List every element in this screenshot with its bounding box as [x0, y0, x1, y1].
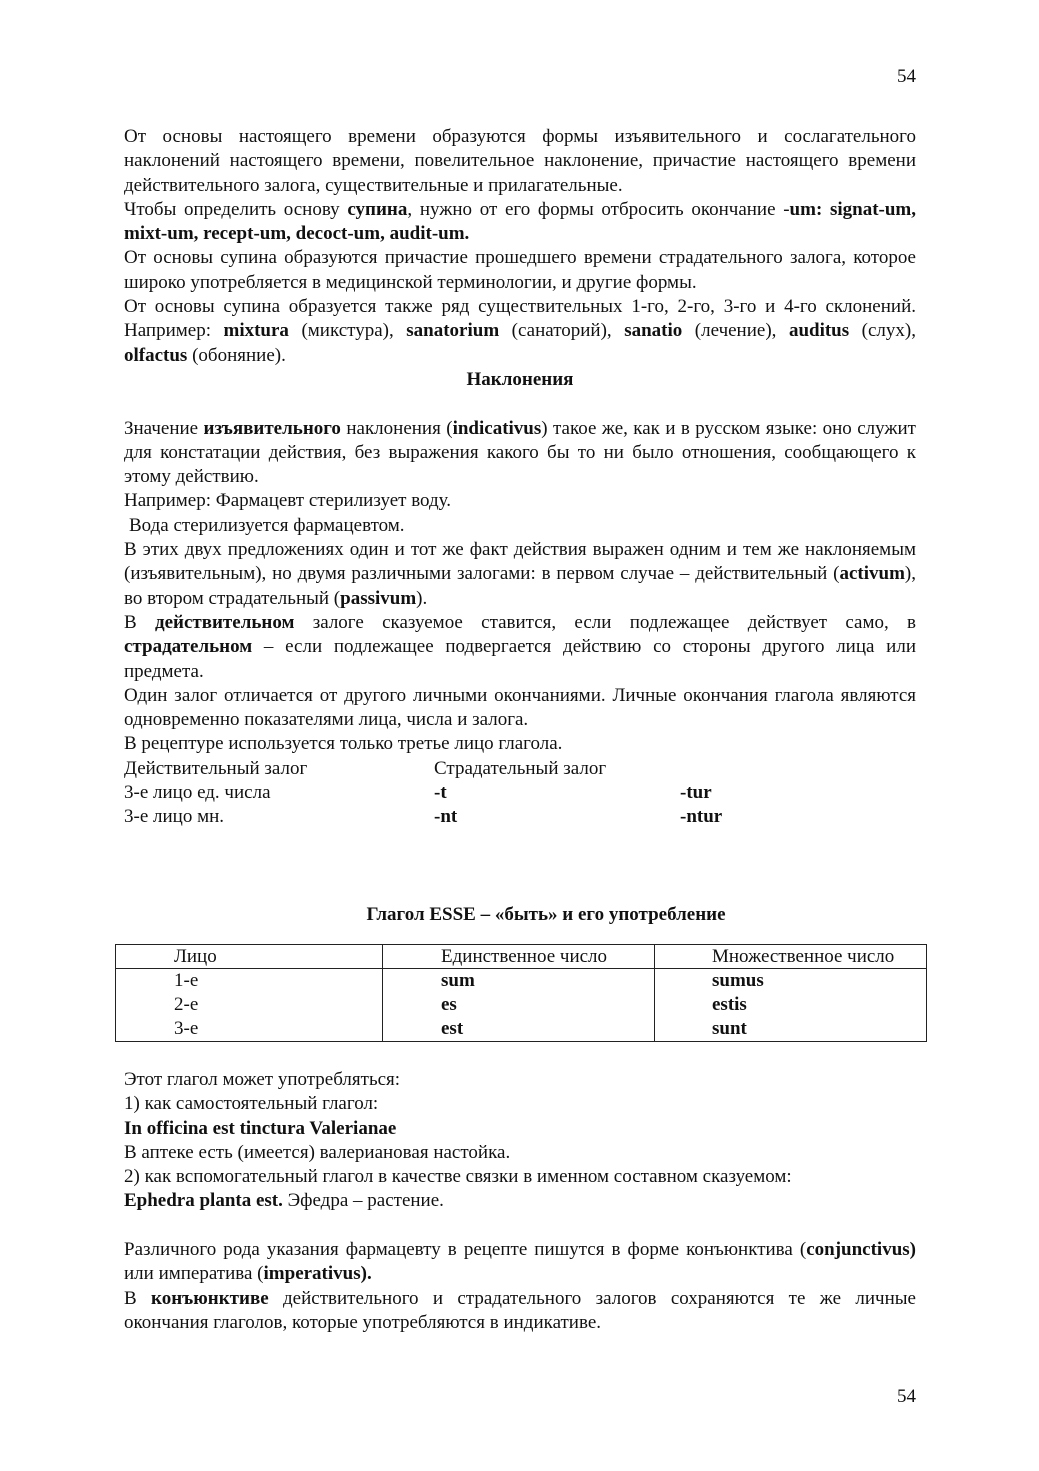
table-row — [116, 969, 927, 993]
text: ), во втором страдательный ( — [124, 563, 916, 609]
voice-header-active: Действительный залог — [124, 757, 308, 779]
text: (слух), — [849, 320, 916, 342]
latin-example-2 — [124, 1189, 916, 1213]
usage-item-2: 2) как вспомогательный глагол в качестве связки в именном составном сказуемом: — [124, 1166, 792, 1188]
esse-usage-section — [124, 1068, 916, 1335]
latin-example-1 — [124, 1117, 916, 1141]
spacer — [124, 392, 916, 416]
page-body — [124, 125, 916, 927]
supine-examples: um: signat-um, mixt-um, recept-um, decoct-um, audit-um. — [124, 198, 916, 245]
table-header-row — [116, 945, 927, 969]
ending: -ntur — [680, 806, 723, 828]
paragraph-indicative — [124, 417, 916, 490]
column-header-singular: Единственное число — [383, 945, 655, 969]
text: , нужно от его формы отбросить окончание - — [407, 198, 790, 220]
paragraph-endings: Один залог отличается от другого личными окончаниями. Личные окончания глагола являются одновременно показателями лица, числа и залога. — [124, 684, 916, 731]
text: От основы супина образуется также ряд существительных 1-го, 2-го, 3-го и 4-го склонений. Например: — [124, 296, 916, 342]
term: olfactus — [124, 344, 188, 366]
term: mixtura — [223, 320, 289, 342]
text: В этих двух предложениях один и тот же факт действия выражен одним и тем же наклоняемым (изъявительным), но двумя различными залогами: в первом случае – действительный ( — [124, 539, 916, 585]
column-header-person: Лицо — [116, 945, 383, 969]
text: действительного и страдательного залогов сохраняются те же личные окончания глаголов, которые употребляются в индикативе. — [124, 1287, 916, 1333]
ending: -nt — [434, 806, 458, 828]
heading-text: Наклонения — [466, 368, 574, 390]
term: sanatorium — [406, 320, 500, 342]
voice-row-label: 3-е лицо ед. числа — [124, 782, 271, 804]
term: indicativus — [452, 417, 542, 439]
example-line-1: Например: Фармацевт стерилизует воду. — [124, 490, 451, 512]
paragraph-conjunctive-endings — [124, 1287, 916, 1336]
form: sunt — [712, 1018, 747, 1040]
text: Чтобы определить основу — [124, 198, 348, 220]
translation-1: В аптеке есть (имеется) валериановая настойка. — [124, 1141, 511, 1163]
term: sanatio — [624, 320, 683, 342]
table-row — [116, 1017, 927, 1041]
paragraph-nouns — [124, 295, 916, 368]
voice-ending-passive — [680, 805, 722, 829]
term: imperativus). — [263, 1263, 372, 1285]
term: страдательном — [124, 636, 253, 658]
text: ). — [416, 587, 428, 609]
form: es — [441, 994, 457, 1016]
text: залоге сказуемое ставится, если подлежащее действует само, в — [294, 611, 916, 633]
spacer — [124, 1214, 916, 1238]
voice-table-row — [124, 805, 916, 829]
text: В — [124, 611, 155, 633]
usage-item-1: 1) как самостоятельный глагол: — [124, 1093, 379, 1115]
cell-person: 1-е — [116, 969, 383, 993]
latin-text: In officina est tinctura Valerianae — [124, 1117, 397, 1139]
paragraph-voices — [124, 538, 916, 611]
cell-plural — [655, 969, 927, 993]
paragraph-active-passive — [124, 611, 916, 684]
paragraph-supine-stem — [124, 198, 916, 247]
section-heading-esse — [124, 903, 916, 927]
page-number-top: 54 — [897, 66, 916, 87]
voice-ending-active — [434, 805, 457, 829]
esse-conjugation-table — [115, 944, 927, 1042]
voice-table-row — [124, 781, 916, 805]
term: действительном — [154, 611, 295, 633]
cell-singular — [383, 1017, 655, 1041]
example-line-2: Вода стерилизуется фармацевтом. — [129, 514, 405, 536]
term: passivum — [340, 587, 417, 609]
column-header-plural: Множественное число — [655, 945, 927, 969]
text: наклонения ( — [340, 417, 453, 439]
voice-row-label: 3-е лицо мн. — [124, 806, 225, 828]
paragraph-participle: От основы супина образуются причастие прошедшего времени страдательного залога, которое широко употребляется в медицинской терминологии, и другие формы. — [124, 247, 916, 293]
term-supine: супина — [347, 198, 408, 220]
paragraph-conjunctive-imperative — [124, 1238, 916, 1287]
term: изъявительного — [203, 417, 341, 439]
text: – если подлежащее подвергается действию со стороны другого лица или предмета. — [124, 636, 916, 682]
usage-intro: Этот глагол может употребляться: — [124, 1069, 401, 1090]
translation-2: Эфедра – растение. — [282, 1190, 444, 1212]
cell-plural — [655, 993, 927, 1017]
cell-person: 3-е — [116, 1017, 383, 1041]
spacer — [124, 830, 916, 903]
text: (микстура), — [288, 320, 407, 342]
cell-singular — [383, 993, 655, 1017]
text: (обоняние). — [187, 344, 286, 366]
table-row — [116, 993, 927, 1017]
text: (лечение), — [682, 320, 789, 342]
ending: -t — [434, 782, 447, 804]
form: estis — [712, 994, 747, 1016]
term: conjunctivus) — [806, 1239, 916, 1261]
text: Значение — [124, 417, 204, 439]
voice-ending-passive — [680, 781, 712, 805]
ending: -tur — [680, 782, 712, 804]
form: sumus — [712, 970, 764, 992]
heading-text: Глагол ESSE – «быть» и его употребление — [366, 903, 726, 925]
paragraph-third-person: В рецептуре используется только третье лицо глагола. — [124, 733, 563, 755]
text: (санаторий), — [499, 320, 625, 342]
text: Различного рода указания фармацевту в рецепте пишутся в форме конъюнктива ( — [124, 1239, 807, 1261]
term: auditus — [788, 320, 850, 342]
voice-ending-active — [434, 781, 447, 805]
term: конъюнктиве — [151, 1287, 269, 1309]
voice-table-header — [124, 757, 916, 781]
cell-singular — [383, 969, 655, 993]
text: ) такое же, как и в русском языке: оно служит для констатации действия, без выражения какого бы то ни было отношения, сообщающего к этому действию. — [124, 417, 916, 488]
form: est — [441, 1018, 464, 1040]
voice-header-passive: Страдательный залог — [434, 757, 607, 779]
text: В — [124, 1287, 152, 1309]
text: или императива ( — [124, 1263, 264, 1285]
cell-plural — [655, 1017, 927, 1041]
latin-text: Ephedra planta est. — [124, 1190, 283, 1212]
paragraph-present-stem: От основы настоящего времени образуются формы изъявительного и сослагательного наклонений настоящего времени, повелительное наклонение, причастие настоящего времени действительного залога, существительные и прилагательные. — [124, 126, 916, 196]
cell-person: 2-е — [116, 993, 383, 1017]
page-number-bottom: 54 — [897, 1386, 916, 1407]
section-heading-moods — [124, 368, 916, 392]
form: sum — [441, 970, 475, 992]
term: activum — [839, 563, 905, 585]
